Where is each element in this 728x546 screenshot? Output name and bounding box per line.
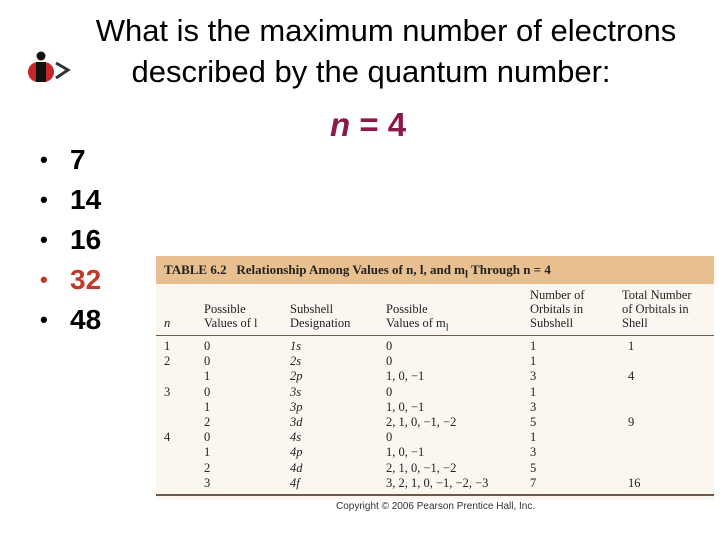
answer-label: 7 [70,144,86,175]
bottom-rule [156,494,714,496]
table-cell-subshell: 3d [290,415,303,429]
table-cell-total: 1 [628,339,635,353]
table-cell-ml: 1, 0, −1 [386,399,425,414]
table-cell-orbitals: 1 [530,430,537,445]
table-cell-l: 0 [204,354,211,369]
table-cell-subshell: 4d [290,460,303,475]
equation-variable: n [330,106,351,143]
answer-label: 32 [70,264,102,295]
table-cell-subshell: 4s [290,430,302,445]
table-cell-subshell: 3p [290,399,303,414]
table-cell-orbitals: 1 [530,384,537,399]
header-subshell: Subshell Designation [290,302,351,330]
table-cell-l: 0 [204,430,211,445]
table-cell-orbitals: 3 [530,399,537,414]
bullet: • [40,147,48,172]
table-cell-total: 16 [628,475,641,490]
table-cell-orbitals: 1 [530,339,537,353]
bullet: • [40,267,48,292]
slide-title [46,10,726,92]
answer-option[interactable] [40,180,101,220]
answer-option[interactable] [40,300,101,340]
bullet: • [40,307,48,332]
info-icon[interactable] [24,48,74,84]
table-caption-end: Through n = 4 [468,262,551,277]
table-cell-orbitals: 5 [530,460,537,475]
table-cell-subshell: 2p [290,369,303,384]
table-cell-subshell: 1s [290,339,302,353]
table-caption-sub: l [465,268,469,281]
table-cell-ml: 1, 0, −1 [386,369,425,384]
table-cell-total: 4 [628,369,635,384]
table-cell-subshell: 3s [290,384,302,399]
table-cell-l: 0 [204,339,211,353]
header-ml: Possible Values of $m_l$ [386,302,449,334]
table-caption-label: TABLE 6.2 [164,262,227,277]
table-caption-bar [156,256,714,284]
table-cell-l: 1 [204,399,211,414]
answer-list [40,140,101,340]
table-cell-ml: 1, 0, −1 [386,445,425,460]
answer-option[interactable] [40,220,101,260]
answer-option[interactable] [40,140,101,180]
copyright-notice: Copyright © 2006 Pearson Prentice Hall, Inc. [336,501,536,512]
table-cell-l: 2 [204,415,211,429]
answer-option-correct[interactable] [40,260,101,300]
answer-label: 14 [70,184,102,215]
table-cell-ml: 0 [386,430,393,445]
table-cell-orbitals: 7 [530,475,537,490]
table-cell-ml: 3, 2, 1, 0, −1, −2, −3 [386,475,489,490]
table-cell-l: 0 [204,384,211,399]
table-cell-total: 9 [628,415,635,429]
header-l: Possible Values of l [204,302,258,330]
header-n: n [164,316,171,330]
quantum-number-equation [330,106,406,144]
table-caption [164,262,551,281]
slide-title-line-2: described by the quantum number: [131,54,611,89]
equation-value: = 4 [350,106,407,143]
header-rule [156,335,714,336]
table-cell-orbitals: 5 [530,415,537,429]
table-cell-subshell: 4p [290,445,303,460]
table-cell-subshell: 2s [290,354,302,369]
table-cell-subshell: 4f [290,475,300,490]
table-cell-n: 2 [164,354,171,369]
table-cell-ml: 2, 1, 0, −1, −2 [386,460,457,475]
table-cell-ml: 0 [386,339,393,353]
answer-label: 48 [70,304,102,335]
table-cell-l: 1 [204,369,211,384]
table-cell-orbitals: 3 [530,369,537,384]
table-cell-l: 2 [204,460,211,475]
table-cell-ml: 0 [386,384,393,399]
table-cell-n: 3 [164,384,171,399]
bullet: • [40,187,48,212]
slide-title-line-1: What is the maximum number of electrons [95,13,677,48]
header-total: Total Number of Orbitals in Shell [622,288,692,330]
table-cell-ml: 2, 1, 0, −1, −2 [386,415,457,429]
table-caption-text: Relationship Among Values of n, l, and m [236,262,466,277]
table-cell-n: 1 [164,339,171,353]
table-cell-n: 4 [164,430,171,445]
table-cell-ml: 0 [386,354,393,369]
header-orbitals: Number of Orbitals in Subshell [530,288,585,330]
table-cell-orbitals: 3 [530,445,537,460]
answer-label: 16 [70,224,102,255]
bullet: • [40,227,48,252]
table-cell-l: 1 [204,445,211,460]
table-cell-orbitals: 1 [530,354,537,369]
orbital-table [156,256,714,500]
table-cell-l: 3 [204,475,211,490]
